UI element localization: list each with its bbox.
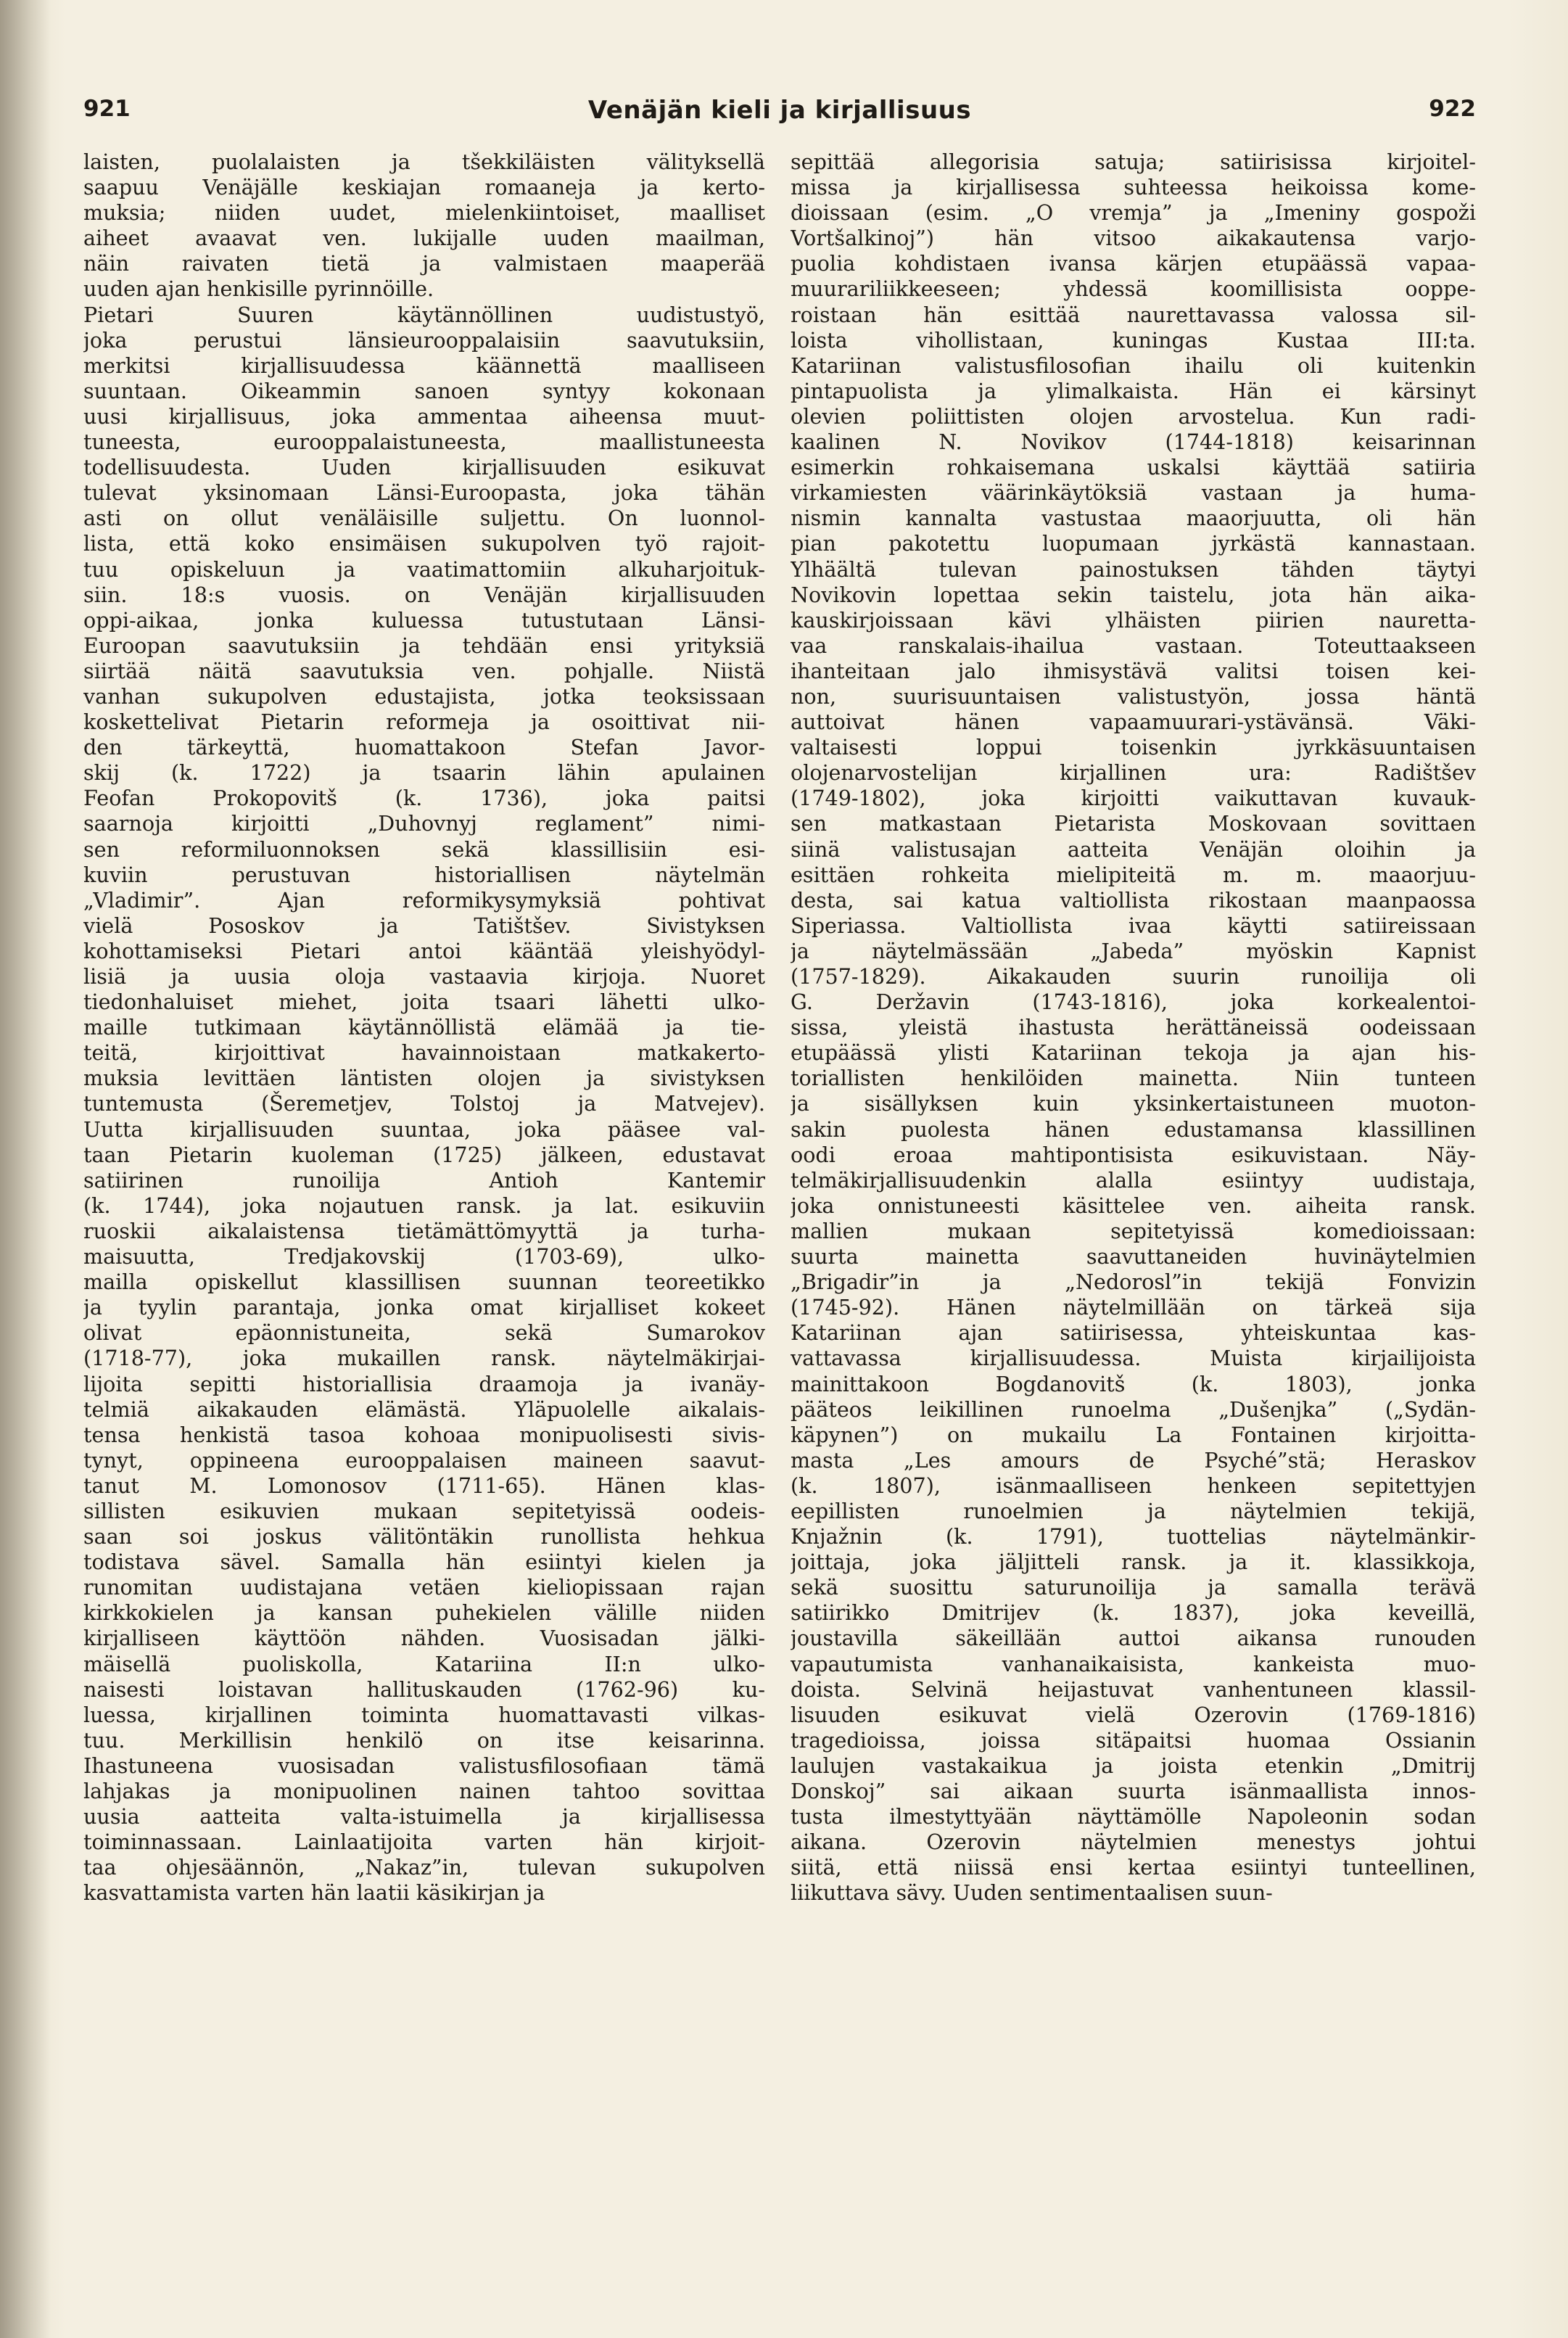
text-line: kaalinen N. Novikov (1744-1818) keisarinnan <box>791 429 1476 455</box>
text-line: masta „Les amours de Psyché”stä; Heraskov <box>791 1447 1476 1473</box>
text-line: kauskirjoissaan kävi ylhäisten piirien nauretta- <box>791 607 1476 633</box>
text-line: olojenarvostelijan kirjallinen ura: Radištšev <box>791 760 1476 786</box>
text-line: joka perustui länsieurooppalaisiin saavutuksiin, <box>83 327 765 353</box>
text-line: naisesti loistavan hallituskauden (1762-96) ku- <box>83 1676 765 1702</box>
text-line: (1718-77), joka mukaillen ransk. näytelmäkirjai- <box>83 1346 765 1371</box>
text-line: (1745-92). Hänen näytelmillään on tärkeä sija <box>791 1295 1476 1320</box>
text-line: tiedonhaluiset miehet, joita tsaari lähetti ulko- <box>83 989 765 1015</box>
spine-shadow <box>0 0 51 2338</box>
text-line: satiirikko Dmitrijev (k. 1837), joka keveillä, <box>791 1600 1476 1626</box>
text-line: tuu. Merkillisin henkilö on itse keisarinna. <box>83 1727 765 1753</box>
text-line: tuu opiskeluun ja vaatimattomiin alkuharjoituk- <box>83 556 765 582</box>
text-line: joustavilla säkeillään auttoi aikansa runouden <box>791 1626 1476 1651</box>
text-line: aikana. Ozerovin näytelmien menestys johtui <box>791 1829 1476 1855</box>
text-line: sillisten esikuvien mukaan sepitetyissä oodeis- <box>83 1498 765 1523</box>
text-line: lisuuden esikuvat vielä Ozerovin (1769-1816) <box>791 1702 1476 1727</box>
text-line: vielä Pososkov ja Tatištšev. Sivistyksen <box>83 913 765 938</box>
left-text-column <box>83 149 765 2297</box>
text-line: suurta mainetta saavuttaneiden huvinäytelmien <box>791 1244 1476 1269</box>
text-line: sissa, yleistä ihastusta herättäneissä oodeissaan <box>791 1015 1476 1040</box>
text-line: Pietari Suuren käytännöllinen uudistustyö, <box>83 302 765 327</box>
text-line: asti on ollut venäläisille suljettu. On luonnol- <box>83 506 765 531</box>
text-line: dioissaan (esim. „O vremja” ja „Imeniny gospoži <box>791 200 1476 226</box>
text-line: saarnoja kirjoitti „Duhovnyj reglament” nimi- <box>83 811 765 836</box>
text-line: siin. 18:s vuosis. on Venäjän kirjallisuuden <box>83 582 765 607</box>
text-line: teitä, kirjoittivat havainnoistaan matkakerto- <box>83 1040 765 1066</box>
right-text-column <box>791 149 1476 2297</box>
text-line: sepittää allegorisia satuja; satiirisissa kirjoitel- <box>791 149 1476 174</box>
text-line: tuntemusta (Šeremetjev, Tolstoj ja Matvejev). <box>83 1091 765 1116</box>
text-line: desta, sai katua valtiollista rikostaan maanpaossa <box>791 887 1476 913</box>
text-line: laisten, puolalaisten ja tšekkiläisten välityksellä <box>83 149 765 174</box>
text-line: Vortšalkinoj”) hän vitsoo aikakautensa varjo- <box>791 226 1476 251</box>
text-line: tuneesta, eurooppalaistuneesta, maallistuneesta <box>83 429 765 455</box>
left-page-number: 921 <box>83 96 131 122</box>
text-line: olevien poliittisten olojen arvostelua. Kun radi- <box>791 403 1476 429</box>
text-line: uusi kirjallisuus, joka ammentaa aiheensa muut- <box>83 403 765 429</box>
text-line: non, suurisuuntaisen valistustyön, jossa häntä <box>791 683 1476 709</box>
text-line: Ihastuneena vuosisadan valistusfilosofiaan tämä <box>83 1753 765 1778</box>
page-header <box>83 96 1476 132</box>
text-line: (1757-1829). Aikakauden suurin runoilija oli <box>791 964 1476 989</box>
text-line: siitä, että niissä ensi kertaa esiintyi tunteellinen, <box>791 1855 1476 1880</box>
text-line: ja näytelmässään „Jabeda” myöskin Kapnist <box>791 938 1476 963</box>
text-line: muksia; niiden uudet, mielenkiintoiset, maalliset <box>83 200 765 226</box>
text-line: eepillisten runoelmien ja näytelmien tekijä, <box>791 1498 1476 1523</box>
text-line: Feofan Prokopovitš (k. 1736), joka paitsi <box>83 786 765 811</box>
text-line: G. Deržavin (1743-1816), joka korkealentoi- <box>791 989 1476 1015</box>
text-line: mallien mukaan sepitetyissä komedioissaan: <box>791 1218 1476 1243</box>
text-line: luessa, kirjallinen toiminta huomattavasti vilkas- <box>83 1702 765 1727</box>
text-line: ja tyylin parantaja, jonka omat kirjalliset kokeet <box>83 1295 765 1320</box>
text-line: lisiä ja uusia oloja vastaavia kirjoja. Nuoret <box>83 964 765 989</box>
text-line: vapautumista vanhanaikaisista, kankeista muo- <box>791 1651 1476 1676</box>
text-line: vaa ranskalais-ihailua vastaan. Toteuttaakseen <box>791 633 1476 658</box>
text-line: maille tutkimaan käytännöllistä elämää ja tie- <box>83 1015 765 1040</box>
text-line: Uutta kirjallisuuden suuntaa, joka pääsee val- <box>83 1116 765 1142</box>
text-line: oodi eroaa mahtipontisista esikuvistaan. Näy- <box>791 1142 1476 1167</box>
text-line: merkitsi kirjallisuudessa käännettä maalliseen <box>83 353 765 378</box>
text-line: mailla opiskellut klassillisen suunnan teoreetikko <box>83 1269 765 1295</box>
text-line: lahjakas ja monipuolinen nainen tahtoo sovittaa <box>83 1779 765 1803</box>
text-line: missa ja kirjallisessa suhteessa heikoissa kome- <box>791 175 1476 200</box>
text-line: laulujen vastakaikua ja joista etenkin „Dmitrij <box>791 1753 1476 1778</box>
text-line: esittäen rohkeita mielipiteitä m. m. maaorjuu- <box>791 862 1476 887</box>
right-page-number: 922 <box>1429 96 1476 122</box>
text-line: telmäkirjallisuudenkin alalla esiintyy uudistaja, <box>791 1167 1476 1193</box>
text-line: Katariinan ajan satiirisessa, yhteiskuntaa kas- <box>791 1320 1476 1346</box>
text-line: maisuutta, Tredjakovskij (1703-69), ulko- <box>83 1244 765 1269</box>
text-line: olivat epäonnistuneita, sekä Sumarokov <box>83 1320 765 1346</box>
text-line: tynyt, oppineena eurooppalaisen maineen saavut- <box>83 1447 765 1473</box>
text-line: skij (k. 1722) ja tsaarin lähin apulainen <box>83 760 765 786</box>
text-line: kirjalliseen käyttöön nähden. Vuosisadan jälki- <box>83 1626 765 1651</box>
text-line: käpynen”) on mukailu La Fontainen kirjoitta- <box>791 1422 1476 1447</box>
text-line: oppi-aikaa, jonka kuluessa tutustutaan Länsi- <box>83 607 765 633</box>
text-line: pääteos leikillinen runoelma „Dušenjka” („Sydän- <box>791 1396 1476 1422</box>
text-line: muurariliikkeeseen; yhdessä koomillisista ooppe- <box>791 276 1476 302</box>
text-line: taan Pietarin kuoleman (1725) jälkeen, edustavat <box>83 1142 765 1167</box>
text-line: todellisuudesta. Uuden kirjallisuuden esikuvat <box>83 455 765 480</box>
text-line: kirkkokielen ja kansan puhekielen välille niiden <box>83 1600 765 1626</box>
text-line: siirtää näitä saavutuksia ven. pohjalle. Niistä <box>83 658 765 683</box>
text-line: sen matkastaan Pietarista Moskovaan sovittaen <box>791 811 1476 836</box>
text-line: uusia aatteita valta-istuimella ja kirjallisessa <box>83 1804 765 1829</box>
text-line: Donskoj” sai aikaan suurta isänmaallista innos- <box>791 1779 1476 1803</box>
text-line: tulevat yksinomaan Länsi-Euroopasta, joka tähän <box>83 480 765 506</box>
text-line: pian pakotettu luopumaan jyrkästä kannastaan. <box>791 531 1476 556</box>
text-line: tragedioissa, joissa sitäpaitsi huomaa Ossianin <box>791 1727 1476 1753</box>
text-line: loista vihollistaan, kuningas Kustaa III:ta. <box>791 327 1476 353</box>
text-line: „Brigadir”in ja „Nedorosl”in tekijä Fonvizin <box>791 1269 1476 1295</box>
text-line: virkamiesten väärinkäytöksiä vastaan ja huma- <box>791 480 1476 506</box>
text-line: Knjažnin (k. 1791), tuottelias näytelmänkir- <box>791 1524 1476 1549</box>
text-line: Euroopan saavutuksiin ja tehdään ensi yrityksiä <box>83 633 765 658</box>
text-line: den tärkeyttä, huomattakoon Stefan Javor- <box>83 735 765 760</box>
text-line: näin raivaten tietä ja valmistaen maaperää <box>83 251 765 276</box>
text-line: muksia levittäen läntisten olojen ja sivistyksen <box>83 1066 765 1091</box>
text-line: sen reformiluonnoksen sekä klassillisiin esi- <box>83 836 765 862</box>
text-line: tanut M. Lomonosov (1711-65). Hänen klas- <box>83 1473 765 1498</box>
text-line: vanhan sukupolven edustajista, jotka teoksissaan <box>83 683 765 709</box>
text-line: lista, että koko ensimäisen sukupolven työ rajoit- <box>83 531 765 556</box>
text-line: roistaan hän esittää naurettavassa valossa sil- <box>791 302 1476 327</box>
text-line: sakin puolesta hänen edustamansa klassillinen <box>791 1116 1476 1142</box>
text-line: koskettelivat Pietarin reformeja ja osoittivat nii- <box>83 709 765 735</box>
text-line: runomitan uudistajana vetäen kieliopissaan rajan <box>83 1575 765 1600</box>
text-line: „Vladimir”. Ajan reformikysymyksiä pohtivat <box>83 887 765 913</box>
text-line: (k. 1744), joka nojautuen ransk. ja lat. esikuviin <box>83 1193 765 1218</box>
text-line: aiheet avaavat ven. lukijalle uuden maailman, <box>83 226 765 251</box>
text-line: Katariinan valistusfilosofian ihailu oli kuitenkin <box>791 353 1476 378</box>
text-line: kasvattamista varten hän laatii käsikirjan ja <box>83 1880 545 1906</box>
text-line: joka onnistuneesti käsittelee ven. aiheita ransk. <box>791 1193 1476 1218</box>
text-line: todistava sävel. Samalla hän esiintyi kielen ja <box>83 1549 765 1575</box>
text-line: ruoskii aikalaistensa tietämättömyyttä ja turha- <box>83 1218 765 1243</box>
text-line: pintapuolista ja ylimalkaista. Hän ei kärsinyt <box>791 378 1476 403</box>
text-line: telmiä aikakauden elämästä. Yläpuolelle aikalais- <box>83 1396 765 1422</box>
text-line: liikuttava sävy. Uuden sentimentaalisen suun- <box>791 1880 1273 1906</box>
text-line: toriallisten henkilöiden mainetta. Niin tunteen <box>791 1066 1476 1091</box>
text-line: taa ohjesäännön, „Nakaz”in, tulevan sukupolven <box>83 1855 765 1880</box>
text-line: satiirinen runoilija Antioh Kantemir <box>83 1167 765 1193</box>
text-line: mäisellä puoliskolla, Katariina II:n ulko- <box>83 1651 765 1676</box>
text-line: (1749-1802), joka kirjoitti vaikuttavan kuvauk- <box>791 786 1476 811</box>
text-line: joittaja, joka jäljitteli ransk. ja it. klassikkoja, <box>791 1549 1476 1575</box>
text-line: saan soi joskus välitöntäkin runollista hehkua <box>83 1524 765 1549</box>
text-line: saapuu Venäjälle keskiajan romaaneja ja kerto- <box>83 175 765 200</box>
text-line: mainittakoon Bogdanovitš (k. 1803), jonka <box>791 1371 1476 1396</box>
text-line: toiminnassaan. Lainlaatijoita varten hän kirjoit- <box>83 1829 765 1855</box>
text-line: auttoivat hänen vapaamuurari-ystävänsä. Väki- <box>791 709 1476 735</box>
running-title: Venäjän kieli ja kirjallisuus <box>587 96 972 125</box>
text-line: nismin kannalta vastustaa maaorjuutta, oli hän <box>791 506 1476 531</box>
text-line: (k. 1807), isänmaalliseen henkeen sepitettyjen <box>791 1473 1476 1498</box>
text-line: kohottamiseksi Pietari antoi kääntää yleishyödyl- <box>83 938 765 963</box>
text-line: tusta ilmestyttyään näyttämölle Napoleonin sodan <box>791 1804 1476 1829</box>
text-line: doista. Selvinä heijastuvat vanhentuneen klassil- <box>791 1676 1476 1702</box>
text-line: ihanteitaan jalo ihmisystävä valitsi toisen kei- <box>791 658 1476 683</box>
text-line: uuden ajan henkisille pyrinnöille. <box>83 276 434 302</box>
text-line: Ylhäältä tulevan painostuksen tähden täytyi <box>791 556 1476 582</box>
text-line: lijoita sepitti historiallisia draamoja ja ivanäy- <box>83 1371 765 1396</box>
text-line: puolia kohdistaen ivansa kärjen etupäässä vapaa- <box>791 251 1476 276</box>
text-line: kuviin perustuvan historiallisen näytelmän <box>83 862 765 887</box>
text-line: Novikovin lopettaa sekin taistelu, jota hän aika- <box>791 582 1476 607</box>
text-line: tensa henkistä tasoa kohoaa monipuolisesti sivis- <box>83 1422 765 1447</box>
text-line: etupäässä ylisti Katariinan tekoja ja ajan his- <box>791 1040 1476 1066</box>
text-line: ja sisällyksen kuin yksinkertaistuneen muoton- <box>791 1091 1476 1116</box>
text-line: Siperiassa. Valtiollista ivaa käytti satiireissaan <box>791 913 1476 938</box>
text-line: vattavassa kirjallisuudessa. Muista kirjailijoista <box>791 1346 1476 1371</box>
text-line: esimerkin rohkaisemana uskalsi käyttää satiiria <box>791 455 1476 480</box>
text-line: sekä suosittu saturunoilija ja samalla terävä <box>791 1575 1476 1600</box>
text-line: valtaisesti loppui toisenkin jyrkkäsuuntaisen <box>791 735 1476 760</box>
text-line: siinä valistusajan aatteita Venäjän oloihin ja <box>791 836 1476 862</box>
text-line: suuntaan. Oikeammin sanoen syntyy kokonaan <box>83 378 765 403</box>
